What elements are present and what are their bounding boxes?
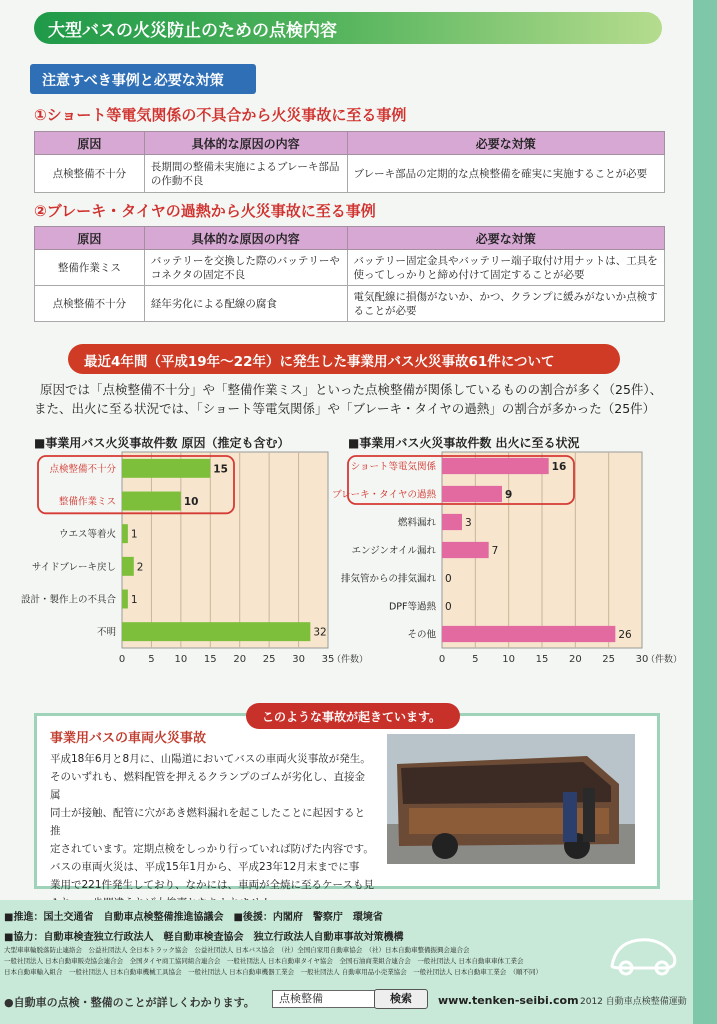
detail-cell: バッテリーを交換した際のバッテリーやコネクタの固定不良 [144,250,347,286]
detail-cell: 経年劣化による配線の腐食 [144,286,347,322]
campaign-year-text: 2012 自動車点検整備運動 [580,997,687,1007]
car-logo-icon [604,928,684,978]
section-label [30,64,256,94]
data-label: 7 [491,545,499,557]
accident-banner [246,703,460,729]
case2-table [34,226,665,322]
x-tick-label: 0 [438,654,446,665]
bar [122,622,310,641]
accident-line: バスの車両火災は、平成15年1月から、平成23年12月末までに事 [50,861,360,873]
chart-cause-title: ■事業用バス火災事故件数 原因（推定も含む） [34,436,290,450]
stats-banner-text: 最近4年間（平成19年〜22年）に発生した事業用バス火災事故61件について [84,354,555,370]
data-label: 16 [551,461,567,473]
category-label: 点検整備不十分 [49,463,116,475]
x-tick-label: 5 [148,654,155,665]
accident-text [50,750,375,912]
data-label: 26 [618,629,632,641]
website-url[interactable]: www.tenken-seibi.com [438,994,579,1007]
right-decor-strip [693,0,717,1024]
x-tick-label: 15 [535,654,549,665]
x-tick-label: 20 [568,654,582,665]
case2-title: ②ブレーキ・タイヤの過熱から火災事故に至る事例 [34,202,376,220]
accident-line: 定されています。定期点検をしっかり行っていれば防げた内容です。 [50,843,374,855]
accident-line: 同士が接触、配管に穴があき燃料漏れを起こしたことに起因すると推 [50,807,365,837]
category-label: 燃料漏れ [397,517,436,529]
x-tick-label: 10 [502,654,516,665]
data-label: 0 [445,601,452,613]
stats-banner [68,344,620,374]
category-label: エンジンオイル漏れ [351,545,436,557]
data-label: 1 [130,594,138,606]
accident-line: そのいずれも、燃料配管を押えるクランプのゴムが劣化し、直接金属 [50,771,365,801]
footer-org-line: 大型車車輪脱落防止連絡会 公益社団法人 全日本トラック協会 公益社団法人 日本バス協会 （社）全国自家用自動車協会 （社）日本自動車整備振興会連合会 [4,946,470,954]
table-row [35,286,665,322]
category-label: 不明 [96,627,116,639]
stats-paragraph-line2: また、出火に至る状況では、「ショート等電気関係」や「ブレーキ・タイヤの過熱」の割合が多かった（25件） [34,401,656,416]
bar [122,590,128,609]
data-label: 1 [130,528,138,541]
bar [122,459,210,478]
search-lead-text: ●自動車の点検・整備のことが詳しくわかります。 [4,996,255,1009]
bar [122,524,128,543]
data-label: 3 [465,517,472,529]
bar [122,492,181,511]
category-label: その他 [407,629,436,641]
x-tick-label: 5 [472,654,479,665]
category-label: 整備作業ミス [58,496,116,508]
measure-cell: ブレーキ部品の定期的な点検整備を確実に実施することが必要 [347,155,664,193]
category-label: ブレーキ・タイヤの過熱 [332,489,436,501]
bar [442,486,502,502]
category-label: 設計・製作上の不具合 [20,594,116,606]
footer-org-line: 日本自動車輸入組合 一般社団法人 日本自動車機械工具協会 一般社団法人 日本自動車機器工業会 一般社団法人 自動車用品小売業協会 一般社団法人 日本自動車工業会 （順不同） [4,968,543,976]
header-detail: 具体的な原因の内容 [144,227,347,250]
cause-cell: 点検整備不十分 [35,155,145,193]
footer-org-line: 一般社団法人 日本自動車販売協会連合会 全国タイヤ商工協同組合連合会 一般社団法人 日本自動車タイヤ協会 全国石油商業組合連合会 一般社団法人 日本自動車車体工業会 [4,957,524,965]
chart-situation-title: ■事業用バス火災事故件数 出火に至る状況 [348,436,580,450]
cause-cell: 点検整備不十分 [35,286,145,322]
table-header-row [35,227,665,250]
category-label: サイドブレーキ戻し [31,561,116,573]
bar [442,542,489,558]
case1-title: ①ショート等電気関係の不具合から火災事故に至る事例 [34,106,407,124]
table-row [35,250,665,286]
accident-banner-text: このような事故が起きています。 [262,710,442,724]
x-tick-label: 30 [635,654,649,665]
x-unit-label: （件数） [645,655,683,665]
category-label: 排気管からの排気漏れ [340,573,436,585]
bar [442,458,549,474]
x-tick-label: 15 [203,654,217,665]
chart-cause [20,452,369,672]
header-detail: 具体的な原因の内容 [144,132,347,155]
data-label: 0 [445,573,452,585]
header-cause: 原因 [35,132,145,155]
x-tick-label: 25 [262,654,276,665]
x-tick-label: 10 [174,654,188,665]
bar [122,557,134,576]
data-label: 32 [313,626,327,639]
data-label: 9 [505,489,513,501]
burned-bus-photo [387,734,635,864]
category-label: ショート等電気関係 [350,461,436,473]
x-tick-label: 30 [292,654,305,665]
x-tick-label: 25 [602,654,616,665]
page-title: 大型バスの火災防止のための点検内容 [48,21,337,41]
case1-table [34,131,665,193]
stats-paragraph-line1: 原因では「点検整備不十分」や「整備作業ミス」といった点検整備が関係しているものの割合が多く（25件）、 [40,382,663,397]
search-input[interactable]: 点検整備 [272,990,376,1008]
cause-cell: 整備作業ミス [35,250,145,286]
header-measure: 必要な対策 [347,227,665,250]
bar [442,514,462,530]
detail-cell: 長期間の整備未実施によるブレーキ部品の作動不良 [144,155,347,193]
data-label: 2 [136,561,144,574]
x-tick-label: 20 [233,654,247,665]
measure-cell: バッテリー固定金具やバッテリー端子取付け用ナットは、工具を使ってしっかりと締め付けて固定することが必要 [347,250,665,286]
accident-line: 業用で221件発生しており、なかには、車両が全焼に至るケースも見 [50,879,375,891]
accident-line: 平成18年6月と8月に、山陽道においてバスの車両火災事故が発生。 [50,753,371,765]
data-label: 10 [183,496,199,508]
accident-title: 事業用バスの車両火災事故 [50,731,207,746]
footer-promote: ■推進：国土交通省 自動車点検整備推進協議会 ■後援：内閣府 警察庁 環境省 [4,912,383,923]
section-label-text: 注意すべき事例と必要な対策 [42,73,224,89]
footer-cooperate: ■協力：自動車検査独立行政法人 軽自動車検査協会 独立行政法人自動車事故対策機構 [4,932,404,943]
measure-cell: 電気配線に損傷がないか、かつ、クランプに緩みがないか点検することが必要 [347,286,665,322]
category-label: DPF等過熱 [388,601,436,613]
search-button[interactable]: 検索 [374,989,428,1009]
category-label: ウエス等着火 [58,529,116,541]
plot-area [122,452,328,648]
data-label: 15 [213,463,228,476]
chart-situation [332,452,684,672]
x-tick-label: 0 [118,654,126,665]
x-tick-label: 35 [321,654,335,665]
header-cause: 原因 [35,227,145,250]
bar [442,626,615,642]
table-header-row [35,132,665,155]
x-unit-label: （件数） [331,655,369,665]
table-row [35,155,665,193]
header-measure: 必要な対策 [347,132,664,155]
